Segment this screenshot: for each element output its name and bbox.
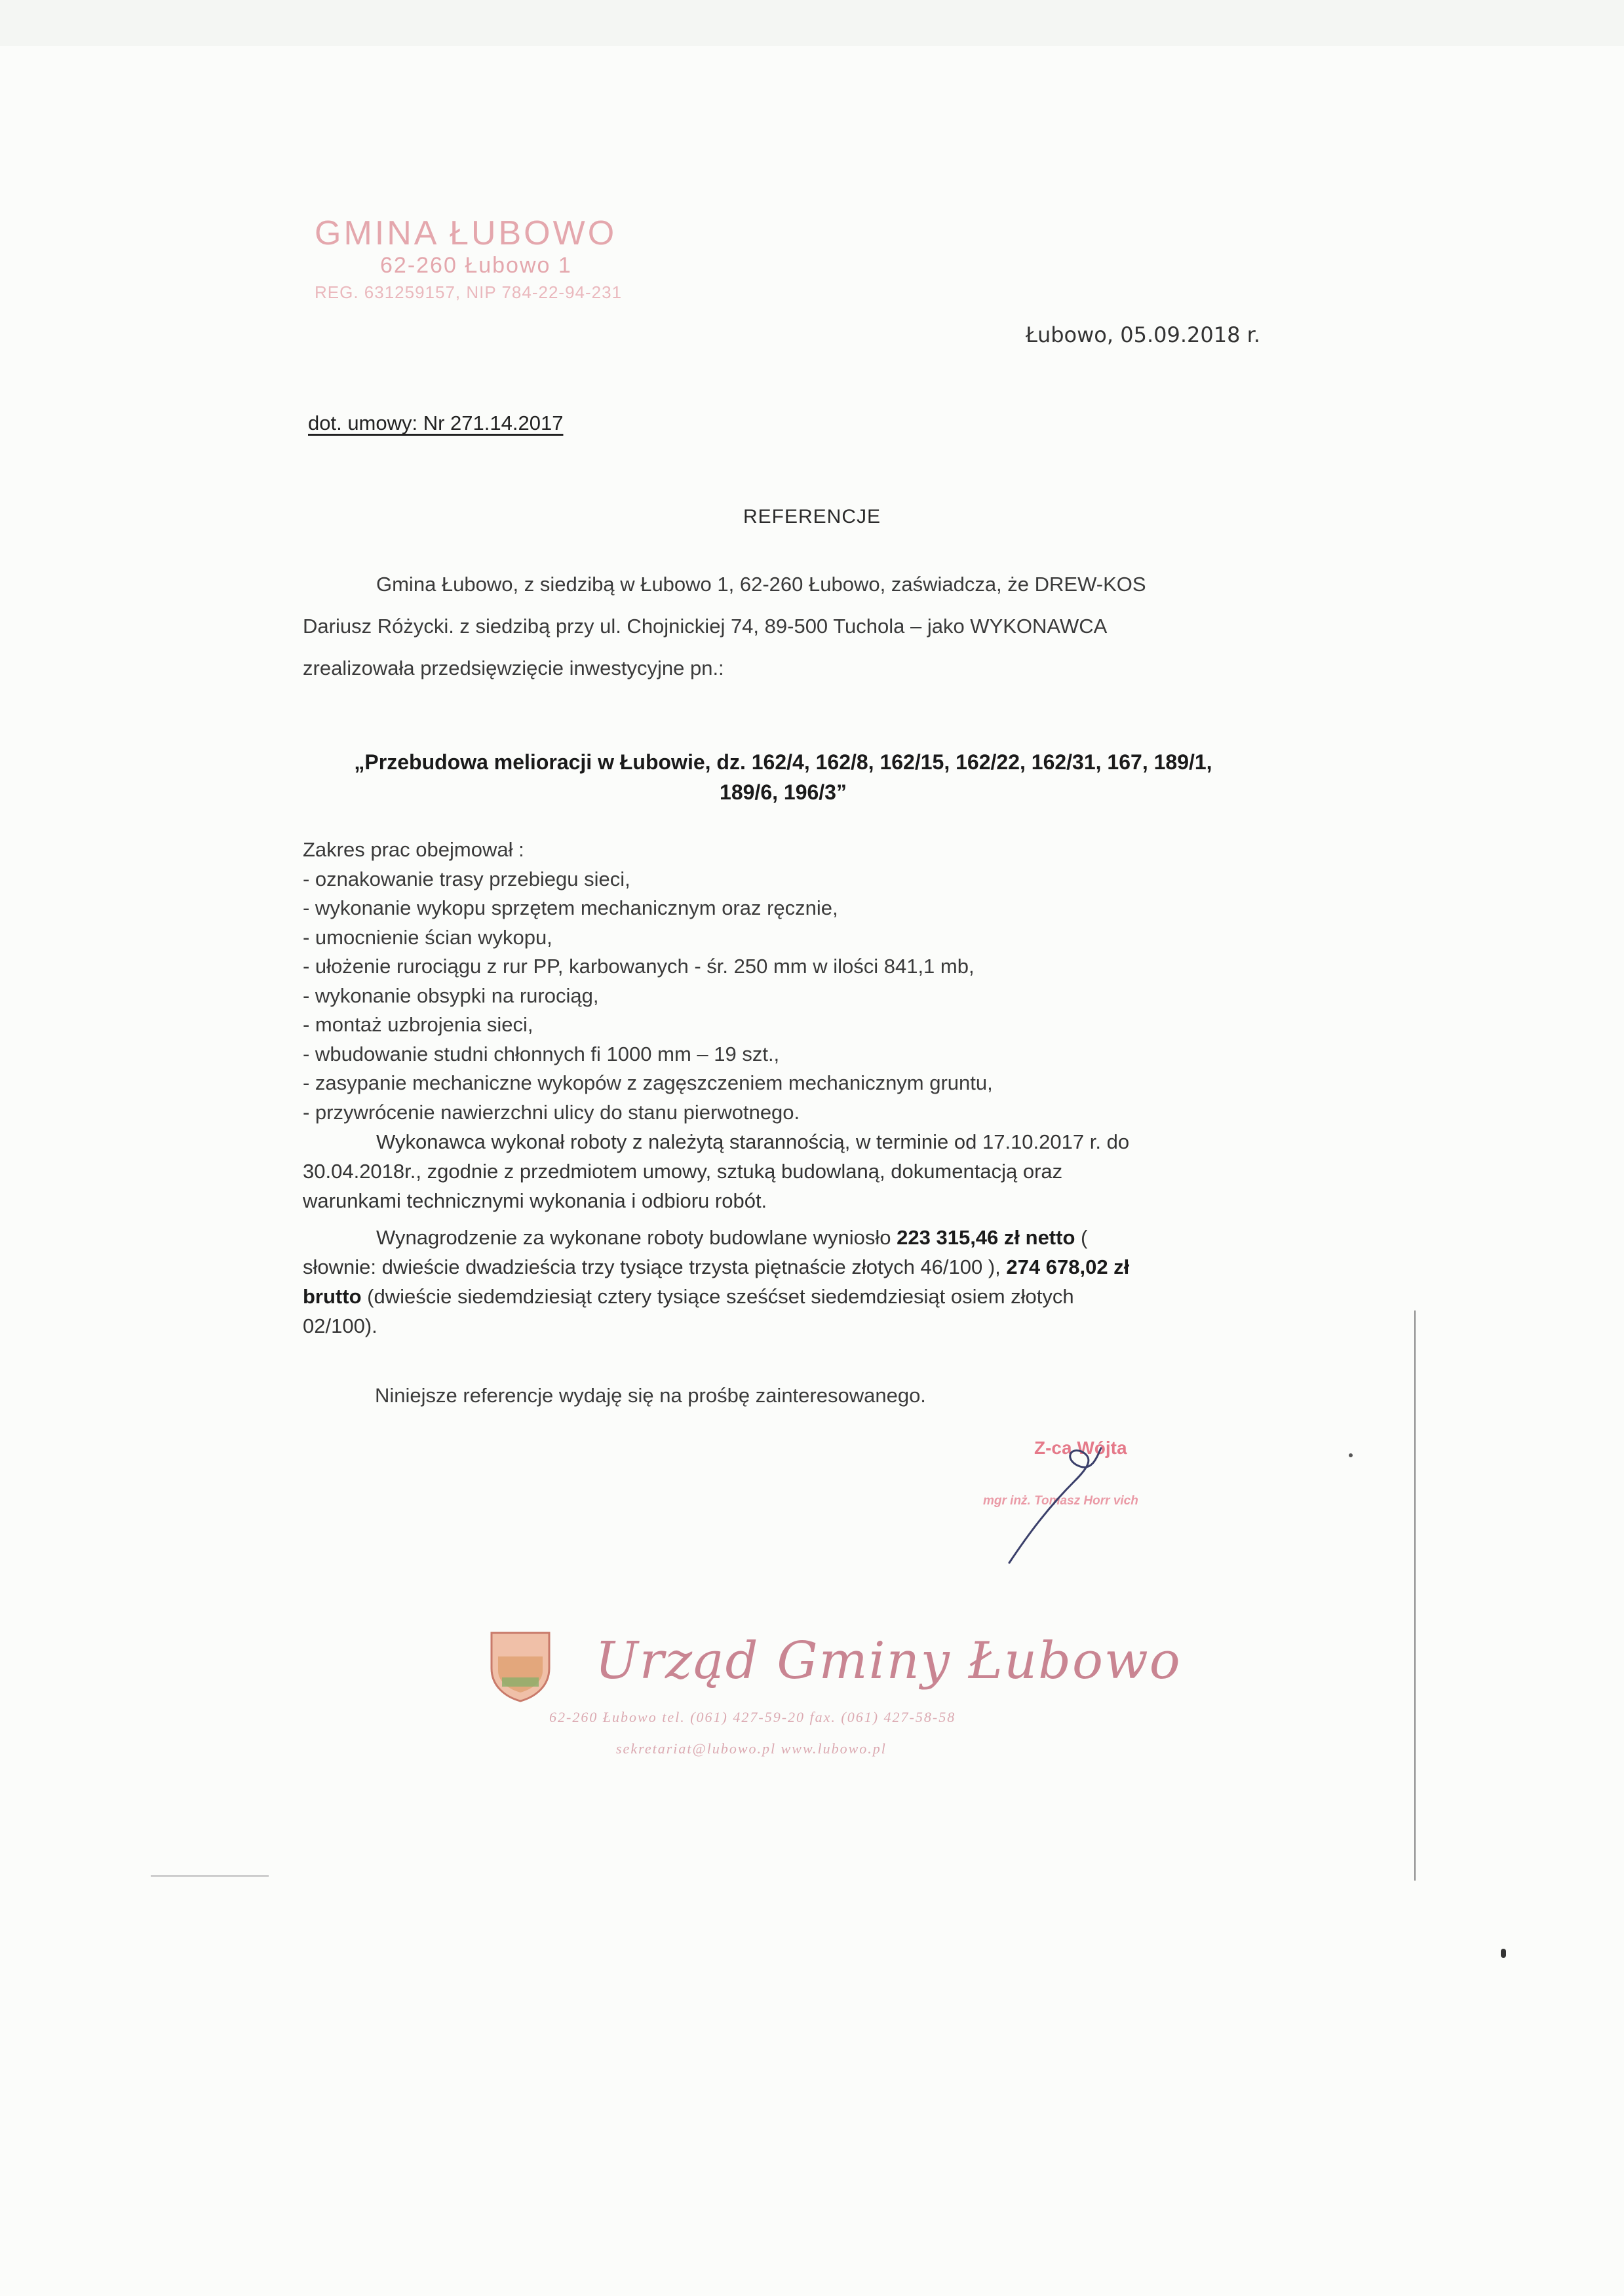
scan-speck — [1501, 1949, 1506, 1958]
gross-amount: 274 678,02 zł — [1006, 1255, 1130, 1278]
scan-line — [151, 1875, 269, 1877]
remuneration-paragraph — [303, 1223, 1260, 1341]
stamp-name: GMINA ŁUBOWO — [315, 214, 617, 252]
remuneration-line — [303, 1223, 1260, 1252]
scope-item: - wykonanie wykopu sprzętem mechanicznym oraz ręcznie, — [303, 896, 838, 919]
scope-item: - przywrócenie nawierzchni ulicy do stanu pierwotnego. — [303, 1100, 800, 1124]
scope-item: - wykonanie obsypki na rurociąg, — [303, 984, 599, 1007]
stamp-address: 62-260 Łubowo 1 — [380, 253, 572, 278]
remuneration-text: ( — [1075, 1226, 1088, 1249]
project-title — [288, 747, 1278, 807]
performance-paragraph — [303, 1127, 1260, 1215]
intro-line: zrealizowała przedsięwzięcie inwestycyjne pn.: — [303, 657, 724, 679]
scope-item: - montaż uzbrojenia sieci, — [303, 1013, 533, 1036]
scope-item: - wbudowanie studni chłonnych fi 1000 mm – 19 szt., — [303, 1042, 780, 1065]
remuneration-line — [303, 1282, 1260, 1311]
remuneration-line — [303, 1252, 1260, 1282]
place-date: Łubowo, 05.09.2018 r. — [1025, 322, 1260, 347]
scope-heading: Zakres prac obejmował : — [303, 838, 524, 861]
scan-line — [1414, 1311, 1416, 1881]
document-title: REFERENCJE — [743, 506, 881, 527]
net-amount: 223 315,46 zł netto — [897, 1226, 1075, 1249]
gross-label: brutto — [303, 1285, 362, 1308]
stamp-registry: REG. 631259157, NIP 784-22-94-231 — [315, 282, 623, 302]
project-title-line: „Przebudowa melioracji w Łubowie, dz. 162/4, 162/8, 162/15, 162/22, 162/31, 167, 189/1, — [354, 750, 1212, 774]
footer-address: 62-260 Łubowo tel. (061) 427-59-20 fax. (061) 427-58-58 — [549, 1709, 956, 1725]
intro-line: Gmina Łubowo, z siedzibą w Łubowo 1, 62-260 Łubowo, zaświadcza, że DREW-KOS — [376, 573, 1146, 596]
intro-line: Dariusz Różycki. z siedzibą przy ul. Chojnickiej 74, 89-500 Tuchola – jako WYKONAWCA — [303, 615, 1108, 638]
project-title-line: 189/6, 196/3” — [720, 780, 847, 804]
scan-margin — [0, 0, 1624, 46]
handwritten-signature — [1003, 1435, 1108, 1566]
contract-reference: dot. umowy: Nr 271.14.2017 — [308, 411, 564, 434]
remuneration-text: Wynagrodzenie za wykonane roboty budowlane wyniosło — [376, 1226, 897, 1249]
performance-line: warunkami technicznymi wykonania i odbioru robót. — [303, 1189, 767, 1212]
scope-item: - ułożenie rurociągu z rur PP, karbowanych - śr. 250 mm w ilości 841,1 mb, — [303, 955, 975, 978]
footer-office-name: Urząd Gminy Łubowo — [595, 1632, 1182, 1691]
signature-role: Z-ca Wójta — [1034, 1438, 1127, 1458]
performance-line: Wykonawca wykonał roboty z należytą starannością, w terminie od 17.10.2017 r. do — [376, 1130, 1130, 1153]
scope-item: - zasypanie mechaniczne wykopów z zagęszczeniem mechanicznym gruntu, — [303, 1071, 993, 1094]
scan-speck — [1349, 1453, 1353, 1457]
municipality-stamp — [315, 216, 655, 303]
remuneration-line: 02/100). — [303, 1314, 377, 1337]
signature-name: mgr inż. Tomasz Horr vich — [983, 1494, 1138, 1508]
municipality-crest-icon — [489, 1630, 552, 1702]
scope-item: - oznakowanie trasy przebiegu sieci, — [303, 867, 630, 890]
remuneration-text: (dwieście siedemdziesiąt cztery tysiące sześćset siedemdziesiąt osiem złotych — [361, 1285, 1074, 1308]
footer-contact: sekretariat@lubowo.pl www.lubowo.pl — [616, 1740, 887, 1757]
remuneration-text: słownie: dwieście dwadzieścia trzy tysiące trzysta piętnaście złotych 46/100 ), — [303, 1255, 1007, 1278]
closing-sentence: Niniejsze referencje wydaję się na prośbę zainteresowanego. — [375, 1384, 926, 1407]
performance-line: 30.04.2018r., zgodnie z przedmiotem umowy, sztuką budowlaną, dokumentacją oraz — [303, 1160, 1063, 1183]
scope-list — [303, 835, 1286, 1127]
scope-item: - umocnienie ścian wykopu, — [303, 925, 552, 949]
intro-paragraph — [303, 564, 1260, 689]
